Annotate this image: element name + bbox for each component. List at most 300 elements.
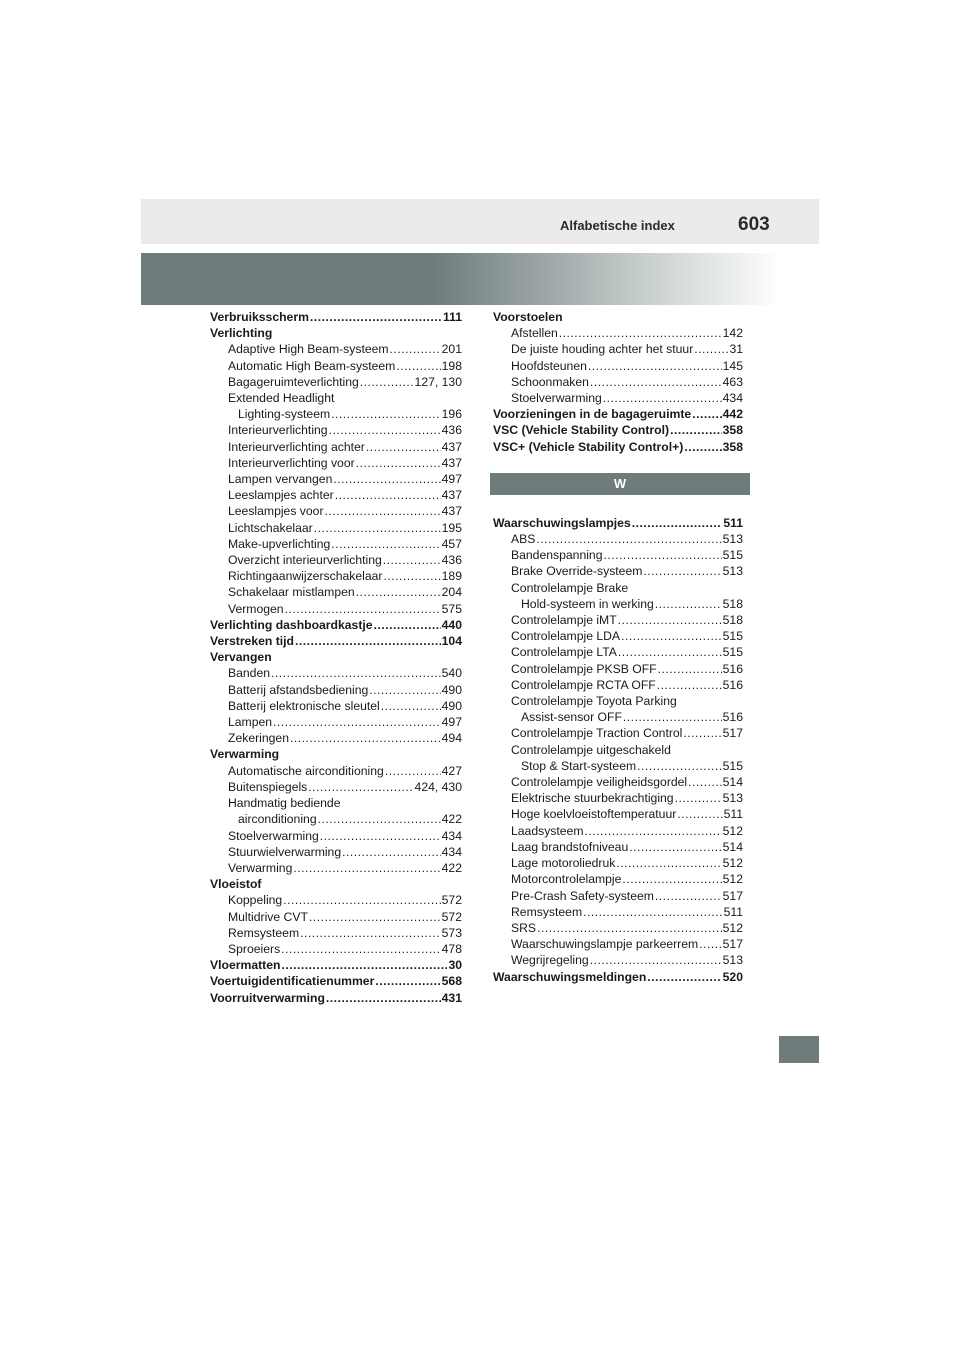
index-page-ref: 436 — [441, 423, 462, 438]
index-term: Afstellen — [511, 326, 558, 341]
index-entry — [210, 455, 462, 471]
index-term: Waarschuwingslampje parkeerrem — [511, 937, 699, 952]
index-page-ref: 431 — [441, 990, 462, 1005]
index-entry — [210, 844, 462, 860]
index-term: Controlelampje LDA — [511, 629, 621, 644]
index-page-ref: 497 — [441, 715, 462, 730]
index-term: Controlelampje iMT — [511, 613, 617, 628]
dot-leader — [383, 552, 441, 568]
dot-leader — [637, 758, 722, 774]
index-entry — [210, 487, 462, 503]
dot-leader — [616, 855, 721, 871]
index-entry — [493, 758, 743, 774]
index-term: Stoelverwarming — [511, 391, 602, 406]
index-page-ref: 189 — [441, 569, 462, 584]
index-entry — [210, 374, 462, 390]
index-entry — [210, 909, 462, 925]
index-term: Pre-Crash Safety-systeem — [511, 888, 654, 903]
index-term: Buitenspiegels — [228, 779, 308, 794]
index-page-ref: 572 — [441, 893, 462, 908]
index-term: Stoelverwarming — [228, 828, 319, 843]
index-page-ref: 513 — [722, 791, 743, 806]
index-entry — [210, 779, 462, 795]
index-entry — [210, 601, 462, 617]
index-entry — [493, 936, 743, 952]
dot-leader — [271, 665, 441, 681]
dot-leader — [604, 547, 722, 563]
index-entry: Vervangen — [210, 650, 272, 665]
index-entry — [493, 661, 743, 677]
index-term: Controlelampje veiligheidsgordel — [511, 775, 688, 790]
dot-leader — [655, 596, 722, 612]
index-entry — [493, 612, 743, 628]
index-page-ref: 145 — [722, 358, 743, 373]
dot-leader — [329, 422, 441, 438]
dot-leader — [658, 661, 722, 677]
index-entry — [493, 774, 743, 790]
letter-heading-w: W — [490, 473, 750, 495]
dot-leader — [692, 406, 721, 422]
index-term: Automatic High Beam-systeem — [228, 358, 396, 373]
dot-leader — [333, 471, 440, 487]
index-term: Make-upverlichting — [228, 536, 331, 551]
index-page-ref: 511 — [723, 515, 743, 530]
index-page-ref: 436 — [441, 553, 462, 568]
index-term: Bandenspanning — [511, 548, 603, 563]
index-entry — [493, 325, 743, 341]
decorative-banner — [141, 253, 781, 305]
index-entry — [493, 390, 743, 406]
index-term: Koppeling — [228, 893, 283, 908]
index-entry — [493, 358, 743, 374]
index-page-ref: 518 — [722, 596, 743, 611]
index-group-w — [493, 515, 743, 985]
dot-leader — [375, 973, 440, 989]
index-entry — [210, 665, 462, 681]
index-group-v — [493, 309, 743, 455]
index-entry — [210, 471, 462, 487]
index-page-ref: 515 — [722, 758, 743, 773]
index-term: Verlichting dashboardkastje — [210, 617, 373, 632]
index-entry — [493, 422, 743, 438]
index-page-ref: 463 — [722, 374, 743, 389]
dot-leader — [536, 531, 721, 547]
index-page-ref: 514 — [722, 839, 743, 854]
index-page-ref: 572 — [441, 909, 462, 924]
index-page-ref: 515 — [722, 629, 743, 644]
index-term: Lampen vervangen — [228, 472, 333, 487]
index-entry — [493, 709, 743, 725]
index-column-right — [493, 309, 743, 985]
index-term: Adaptive High Beam-systeem — [228, 342, 389, 357]
dot-leader — [293, 860, 440, 876]
dot-leader — [356, 455, 441, 471]
index-page-ref: 434 — [722, 391, 743, 406]
header-band — [141, 199, 819, 244]
index-page-ref: 517 — [722, 726, 743, 741]
dot-leader — [559, 325, 722, 341]
dot-leader — [331, 406, 441, 422]
index-term: Lighting-systeem — [238, 407, 331, 422]
dot-leader — [622, 871, 721, 887]
dot-leader — [655, 888, 722, 904]
dot-leader — [369, 682, 440, 698]
index-entry — [210, 941, 462, 957]
section-title: Alfabetische index — [560, 218, 675, 233]
index-entry — [493, 725, 743, 741]
index-term: Lichtschakelaar — [228, 520, 313, 535]
dot-leader — [325, 503, 441, 519]
index-term: Schakelaar mistlampen — [228, 585, 355, 600]
index-term: Verwarming — [228, 860, 293, 875]
index-term: Hold-systeem in werking — [521, 596, 654, 611]
index-entry: Controlelampje Toyota Parking — [511, 694, 677, 709]
index-page-ref: 437 — [441, 455, 462, 470]
index-page-ref: 422 — [441, 812, 462, 827]
index-entry: Voorstoelen — [493, 310, 563, 324]
index-page-ref: 515 — [722, 548, 743, 563]
index-page-ref: 513 — [722, 953, 743, 968]
index-term: Zekeringen — [228, 731, 289, 746]
index-page-ref: 520 — [722, 969, 743, 984]
index-page-ref: 422 — [441, 860, 462, 875]
index-entry — [493, 596, 743, 612]
index-entry — [210, 698, 462, 714]
index-page-ref: 513 — [722, 532, 743, 547]
index-term: Overzicht interieurverlichting — [228, 553, 382, 568]
index-page-ref: 490 — [441, 698, 462, 713]
index-term: De juiste houding achter het stuur — [511, 342, 694, 357]
index-page-ref: 573 — [441, 925, 462, 940]
index-entry — [493, 531, 743, 547]
dot-leader — [694, 341, 728, 357]
index-term: Brake Override-systeem — [511, 564, 643, 579]
index-term: Sproeiers — [228, 941, 281, 956]
dot-leader — [684, 439, 721, 455]
index-entry — [493, 439, 743, 455]
dot-leader — [670, 422, 722, 438]
index-page-ref: 142 — [722, 326, 743, 341]
index-entry — [210, 309, 462, 325]
index-term: Richtingaanwijzerschakelaar — [228, 569, 383, 584]
index-entry — [210, 422, 462, 438]
index-entry — [210, 552, 462, 568]
index-term: Assist-sensor OFF — [521, 710, 622, 725]
dot-leader — [273, 714, 441, 730]
index-entry — [210, 828, 462, 844]
index-term: Waarschuwingslampjes — [493, 515, 631, 530]
index-page-ref: 434 — [441, 828, 462, 843]
dot-leader — [629, 839, 721, 855]
index-term: Controlelampje LTA — [511, 645, 617, 660]
index-term: Leeslampjes voor — [228, 504, 324, 519]
dot-leader — [335, 487, 441, 503]
index-term: Lage motoroliedruk — [511, 856, 616, 871]
dot-leader — [657, 677, 722, 693]
index-page-ref: 427 — [441, 763, 462, 778]
index-page-ref: 195 — [441, 520, 462, 535]
index-entry: Controlelampje uitgeschakeld — [511, 742, 671, 757]
dot-leader — [281, 957, 447, 973]
index-entry — [493, 628, 743, 644]
index-entry — [210, 763, 462, 779]
index-page-ref: 30 — [448, 958, 462, 973]
index-page-ref: 437 — [441, 504, 462, 519]
index-term: Motorcontrolelampje — [511, 872, 622, 887]
index-entry: Vloeistof — [210, 877, 262, 892]
index-entry — [210, 925, 462, 941]
index-page-ref: 127, 130 — [414, 374, 462, 389]
index-entry — [210, 860, 462, 876]
index-page-ref: 440 — [441, 617, 462, 632]
dot-leader — [647, 969, 721, 985]
index-term: Interieurverlichting — [228, 423, 328, 438]
index-page-ref: 517 — [722, 937, 743, 952]
index-page-ref: 514 — [722, 775, 743, 790]
index-term: Voorruitverwarming — [210, 990, 325, 1005]
index-page-ref: 111 — [443, 310, 462, 324]
dot-leader — [295, 633, 441, 649]
index-entry: Handmatig bediende — [228, 796, 341, 811]
index-entry — [210, 714, 462, 730]
section-tab-marker — [779, 1036, 819, 1063]
index-term: Controlelampje PKSB OFF — [511, 661, 657, 676]
index-entry — [210, 358, 462, 374]
index-entry — [210, 439, 462, 455]
dot-leader — [632, 515, 723, 531]
index-page-ref: 457 — [441, 536, 462, 551]
dot-leader — [643, 563, 721, 579]
index-entry — [493, 806, 743, 822]
index-entry — [210, 973, 462, 989]
index-term: airconditioning — [238, 812, 317, 827]
index-term: Schoonmaken — [511, 374, 589, 389]
index-entry — [210, 617, 462, 633]
index-term: Verbruiksscherm — [210, 310, 309, 324]
index-page-ref: 512 — [722, 872, 743, 887]
index-page-ref: 201 — [441, 342, 462, 357]
dot-leader — [308, 779, 413, 795]
index-term: Stop & Start-systeem — [521, 758, 637, 773]
index-term: Voertuigidentificatienummer — [210, 974, 375, 989]
dot-leader — [618, 612, 722, 628]
page-number: 603 — [738, 214, 770, 235]
index-term: Wegrijregeling — [511, 953, 589, 968]
dot-leader — [314, 520, 441, 536]
index-page-ref: 196 — [441, 407, 462, 422]
index-term: Elektrische stuurbekrachtiging — [511, 791, 674, 806]
index-page-ref: 478 — [441, 941, 462, 956]
index-page-ref: 575 — [441, 601, 462, 616]
index-term: Laadsysteem — [511, 823, 584, 838]
index-term: Banden — [228, 666, 271, 681]
dot-leader — [283, 892, 440, 908]
index-page-ref: 437 — [441, 488, 462, 503]
index-term: Stuurwielverwarming — [228, 844, 342, 859]
dot-leader — [285, 601, 441, 617]
dot-leader — [318, 811, 441, 827]
index-entry: Verwarming — [210, 747, 280, 762]
index-page-ref: 511 — [723, 807, 743, 822]
index-term: Hoofdsteunen — [511, 358, 587, 373]
dot-leader — [374, 617, 441, 633]
index-page-ref: 358 — [722, 423, 743, 438]
index-term: SRS — [511, 920, 537, 935]
index-term: VSC (Vehicle Stability Control) — [493, 423, 670, 438]
index-term: VSC+ (Vehicle Stability Control+) — [493, 439, 684, 454]
index-term: Remsysteem — [228, 925, 300, 940]
index-entry — [493, 823, 743, 839]
index-term: Interieurverlichting achter — [228, 439, 365, 454]
index-entry — [210, 536, 462, 552]
index-term: Controlelampje RCTA OFF — [511, 677, 656, 692]
index-entry — [493, 855, 743, 871]
index-term: Vloermatten — [210, 958, 281, 973]
dot-leader — [381, 698, 441, 714]
dot-leader — [537, 920, 722, 936]
index-entry — [210, 341, 462, 357]
dot-leader — [590, 952, 722, 968]
index-page-ref: 442 — [722, 407, 743, 422]
index-entry — [493, 920, 743, 936]
index-entry — [210, 892, 462, 908]
dot-leader — [310, 309, 442, 325]
index-page-ref: 512 — [722, 856, 743, 871]
dot-leader — [683, 725, 721, 741]
index-page-ref: 511 — [723, 904, 743, 919]
index-entry — [210, 568, 462, 584]
index-page-ref: 512 — [722, 823, 743, 838]
index-term: Interieurverlichting voor — [228, 455, 355, 470]
index-term: Remsysteem — [511, 904, 583, 919]
dot-leader — [385, 763, 441, 779]
dot-leader — [390, 341, 441, 357]
dot-leader — [603, 390, 722, 406]
dot-leader — [309, 909, 441, 925]
index-entry — [210, 990, 462, 1006]
dot-leader — [326, 990, 441, 1006]
index-entry — [493, 969, 743, 985]
dot-leader — [623, 709, 722, 725]
index-term: Verstreken tijd — [210, 634, 294, 649]
dot-leader — [356, 584, 441, 600]
dot-leader — [331, 536, 440, 552]
dot-leader — [583, 904, 722, 920]
index-term: Hoge koelvloeistoftemperatuur — [511, 807, 677, 822]
index-entry — [210, 811, 462, 827]
index-term: Batterij elektronische sleutel — [228, 698, 380, 713]
index-entry — [210, 503, 462, 519]
index-entry — [493, 790, 743, 806]
dot-leader — [590, 374, 722, 390]
dot-leader — [677, 806, 722, 822]
index-page-ref: 513 — [722, 564, 743, 579]
index-page-ref: 490 — [441, 682, 462, 697]
dot-leader — [618, 644, 722, 660]
dot-leader — [342, 844, 441, 860]
dot-leader — [688, 774, 722, 790]
index-page-ref: 358 — [722, 439, 743, 454]
dot-leader — [588, 358, 722, 374]
dot-leader — [585, 823, 722, 839]
dot-leader — [699, 936, 721, 952]
index-term: Waarschuwingsmeldingen — [493, 969, 647, 984]
index-entry — [493, 904, 743, 920]
index-entry — [210, 633, 462, 649]
index-entry: Extended Headlight — [228, 391, 335, 406]
index-entry — [210, 682, 462, 698]
dot-leader — [383, 568, 440, 584]
index-term: Vermogen — [228, 601, 284, 616]
index-page-ref: 512 — [722, 920, 743, 935]
dot-leader — [360, 374, 414, 390]
index-term: Lampen — [228, 715, 273, 730]
index-term: Controlelampje Traction Control — [511, 726, 683, 741]
index-term: ABS — [511, 532, 536, 547]
index-entry: Verlichting — [210, 326, 273, 341]
index-page-ref: 424, 430 — [414, 779, 462, 794]
index-page-ref: 434 — [441, 844, 462, 859]
index-entry — [493, 871, 743, 887]
index-entry — [210, 957, 462, 973]
index-entry — [493, 839, 743, 855]
index-entry — [210, 520, 462, 536]
index-page-ref: 518 — [722, 613, 743, 628]
index-column-left — [210, 309, 462, 1006]
dot-leader — [320, 828, 441, 844]
index-entry — [493, 677, 743, 693]
index-page-ref: 104 — [441, 634, 462, 649]
index-page-ref: 204 — [441, 585, 462, 600]
index-entry — [493, 406, 743, 422]
index-entry — [493, 515, 743, 531]
index-page-ref: 516 — [722, 710, 743, 725]
index-entry — [493, 374, 743, 390]
index-page-ref: 515 — [722, 645, 743, 660]
index-entry — [493, 563, 743, 579]
dot-leader — [281, 941, 440, 957]
index-term: Multidrive CVT — [228, 909, 308, 924]
index-page-ref: 540 — [441, 666, 462, 681]
index-page-ref: 516 — [722, 661, 743, 676]
dot-leader — [290, 730, 441, 746]
index-entry — [493, 888, 743, 904]
index-entry — [493, 644, 743, 660]
index-page-ref: 198 — [441, 358, 462, 373]
index-term: Laag brandstofniveau — [511, 839, 629, 854]
index-page-ref: 516 — [722, 677, 743, 692]
index-term: Batterij afstandsbediening — [228, 682, 369, 697]
index-entry — [210, 406, 462, 422]
index-term: Automatische airconditioning — [228, 763, 384, 778]
index-page-ref: 31 — [729, 342, 743, 357]
index-page-ref: 437 — [441, 439, 462, 454]
dot-leader — [621, 628, 722, 644]
index-page-ref: 517 — [722, 888, 743, 903]
dot-leader — [300, 925, 441, 941]
index-term: Voorzieningen in de bagageruimte — [493, 407, 692, 422]
dot-leader — [366, 439, 441, 455]
index-entry — [493, 547, 743, 563]
index-entry — [210, 584, 462, 600]
index-term: Leeslampjes achter — [228, 488, 334, 503]
index-entry — [493, 341, 743, 357]
index-page-ref: 497 — [441, 472, 462, 487]
index-term: Bagageruimteverlichting — [228, 374, 359, 389]
index-page-ref: 494 — [441, 731, 462, 746]
index-page-ref: 568 — [441, 974, 462, 989]
index-entry: Controlelampje Brake — [511, 580, 629, 595]
